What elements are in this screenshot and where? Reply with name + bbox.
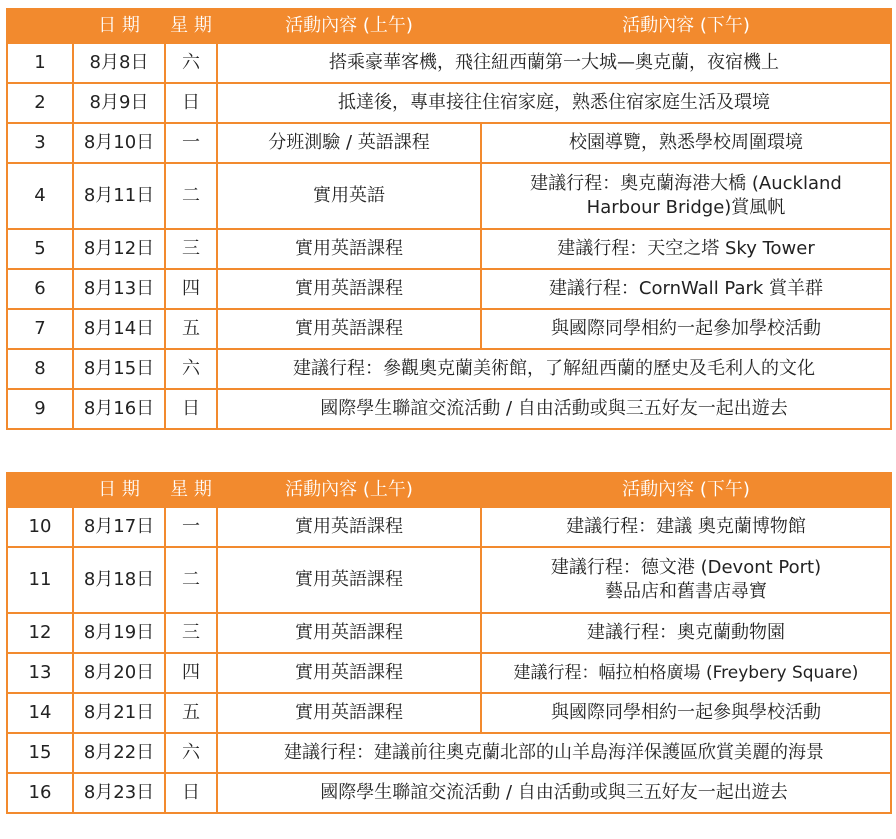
table-row	[7, 83, 891, 123]
weekday-cell: 三	[165, 613, 217, 653]
header-pm: 活動內容 (下午)	[481, 473, 891, 507]
date-cell: 8月10日	[73, 123, 165, 163]
header-weekday: 星 期	[165, 473, 217, 507]
table-row	[7, 389, 891, 429]
weekday-cell: 五	[165, 309, 217, 349]
date-cell: 8月18日	[73, 547, 165, 613]
weekday-cell: 二	[165, 547, 217, 613]
pm-activity: 建議行程：CornWall Park 賞羊群	[481, 269, 891, 309]
date-cell: 8月13日	[73, 269, 165, 309]
date-cell: 8月8日	[73, 43, 165, 83]
am-activity: 實用英語課程	[217, 309, 481, 349]
pm-activity-line: 建議行程：德文港 (Devont Port)	[550, 557, 822, 578]
header-am: 活動內容 (上午)	[217, 473, 481, 507]
schedule-table-2	[6, 472, 892, 814]
pm-activity-line: 藝品店和舊書店尋寶	[605, 581, 767, 602]
day-number: 11	[7, 547, 73, 613]
schedule-table-1	[6, 8, 892, 430]
am-activity: 實用英語課程	[217, 613, 481, 653]
weekday-cell: 一	[165, 123, 217, 163]
table-header-row	[7, 473, 891, 507]
header-no	[7, 473, 73, 507]
weekday-cell: 三	[165, 229, 217, 269]
date-cell: 8月17日	[73, 507, 165, 547]
header-pm: 活動內容 (下午)	[481, 9, 891, 43]
am-activity: 分班測驗 / 英語課程	[217, 123, 481, 163]
weekday-cell: 六	[165, 43, 217, 83]
pm-activity: 建議行程：幅拉柏格廣場 (Freybery Square)	[481, 653, 891, 693]
weekday-cell: 六	[165, 733, 217, 773]
table-row	[7, 269, 891, 309]
day-number: 14	[7, 693, 73, 733]
table-row	[7, 507, 891, 547]
day-number: 1	[7, 43, 73, 83]
table-row	[7, 229, 891, 269]
header-date: 日 期	[73, 9, 165, 43]
day-number: 9	[7, 389, 73, 429]
pm-activity: 建議行程：天空之塔 Sky Tower	[481, 229, 891, 269]
pm-activity: 建議行程：建議 奧克蘭博物館	[481, 507, 891, 547]
full-day-activity: 建議行程：參觀奧克蘭美術館，了解紐西蘭的歷史及毛利人的文化	[217, 349, 891, 389]
date-cell: 8月15日	[73, 349, 165, 389]
am-activity: 實用英語課程	[217, 507, 481, 547]
weekday-cell: 六	[165, 349, 217, 389]
date-cell: 8月16日	[73, 389, 165, 429]
date-cell: 8月23日	[73, 773, 165, 813]
day-number: 16	[7, 773, 73, 813]
day-number: 13	[7, 653, 73, 693]
day-number: 4	[7, 163, 73, 229]
weekday-cell: 一	[165, 507, 217, 547]
table-row	[7, 773, 891, 813]
pm-activity: 與國際同學相約一起參與學校活動	[481, 693, 891, 733]
pm-activity: 校園導覽，熟悉學校周圍環境	[481, 123, 891, 163]
date-cell: 8月11日	[73, 163, 165, 229]
day-number: 5	[7, 229, 73, 269]
weekday-cell: 四	[165, 269, 217, 309]
day-number: 8	[7, 349, 73, 389]
header-am: 活動內容 (上午)	[217, 9, 481, 43]
table-row	[7, 163, 891, 229]
pm-activity: 建議行程：奧克蘭海港大橋 (Auckland Harbour Bridge)賞風帆	[481, 163, 891, 229]
pm-activity	[481, 547, 891, 613]
weekday-cell: 日	[165, 83, 217, 123]
table-row	[7, 547, 891, 613]
am-activity: 實用英語課程	[217, 653, 481, 693]
table-row	[7, 309, 891, 349]
day-number: 7	[7, 309, 73, 349]
full-day-activity: 抵達後，專車接往住宿家庭，熟悉住宿家庭生活及環境	[217, 83, 891, 123]
date-cell: 8月19日	[73, 613, 165, 653]
pm-activity: 建議行程：奧克蘭動物園	[481, 613, 891, 653]
date-cell: 8月9日	[73, 83, 165, 123]
pm-activity: 與國際同學相約一起參加學校活動	[481, 309, 891, 349]
am-activity: 實用英語課程	[217, 229, 481, 269]
full-day-activity: 建議行程：建議前往奧克蘭北部的山羊島海洋保護區欣賞美麗的海景	[217, 733, 891, 773]
header-no	[7, 9, 73, 43]
weekday-cell: 二	[165, 163, 217, 229]
weekday-cell: 四	[165, 653, 217, 693]
weekday-cell: 日	[165, 389, 217, 429]
day-number: 10	[7, 507, 73, 547]
weekday-cell: 日	[165, 773, 217, 813]
table-header-row	[7, 9, 891, 43]
table-row	[7, 349, 891, 389]
am-activity: 實用英語	[217, 163, 481, 229]
am-activity: 實用英語課程	[217, 547, 481, 613]
day-number: 15	[7, 733, 73, 773]
date-cell: 8月14日	[73, 309, 165, 349]
table-row	[7, 693, 891, 733]
date-cell: 8月20日	[73, 653, 165, 693]
table-row	[7, 733, 891, 773]
day-number: 6	[7, 269, 73, 309]
full-day-activity: 國際學生聯誼交流活動 / 自由活動或與三五好友一起出遊去	[217, 773, 891, 813]
header-weekday: 星 期	[165, 9, 217, 43]
table-row	[7, 653, 891, 693]
weekday-cell: 五	[165, 693, 217, 733]
day-number: 2	[7, 83, 73, 123]
table-row	[7, 43, 891, 83]
date-cell: 8月12日	[73, 229, 165, 269]
am-activity: 實用英語課程	[217, 269, 481, 309]
am-activity: 實用英語課程	[217, 693, 481, 733]
date-cell: 8月22日	[73, 733, 165, 773]
day-number: 3	[7, 123, 73, 163]
date-cell: 8月21日	[73, 693, 165, 733]
table-row	[7, 613, 891, 653]
table-row	[7, 123, 891, 163]
day-number: 12	[7, 613, 73, 653]
header-date: 日 期	[73, 473, 165, 507]
full-day-activity: 國際學生聯誼交流活動 / 自由活動或與三五好友一起出遊去	[217, 389, 891, 429]
full-day-activity: 搭乘豪華客機，飛往紐西蘭第一大城—奧克蘭，夜宿機上	[217, 43, 891, 83]
